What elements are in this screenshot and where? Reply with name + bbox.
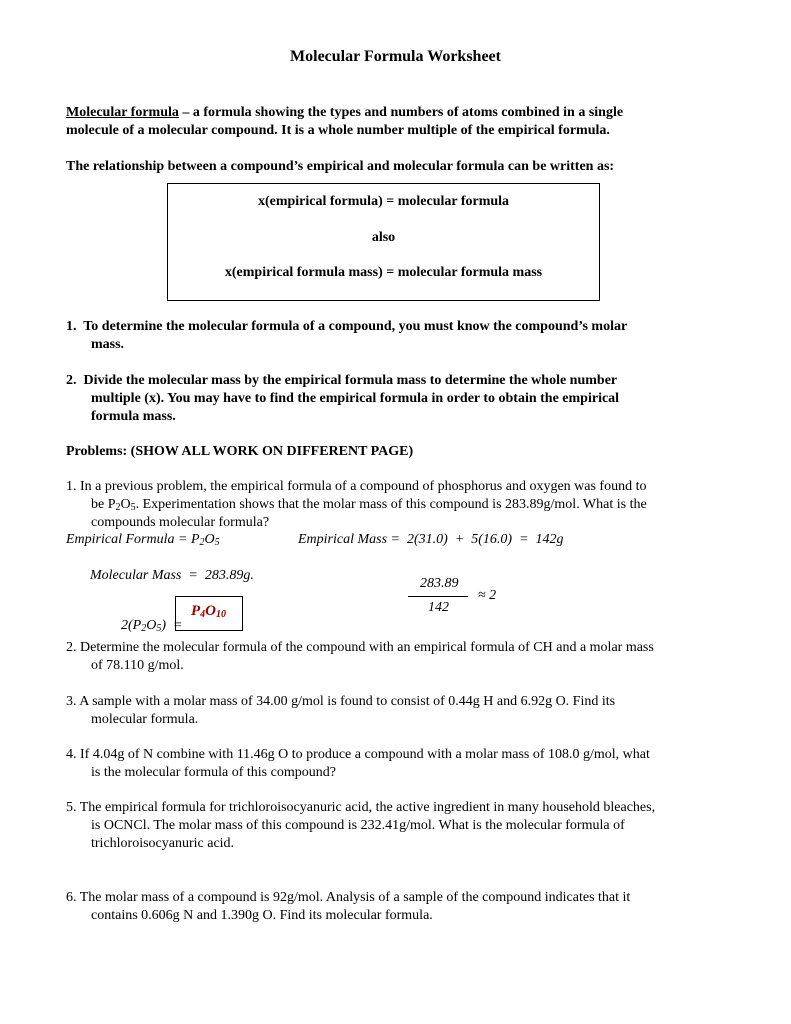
formula-box [167,183,600,301]
step-number: 2. [66,373,77,388]
definition-term: Molecular formula [66,105,179,120]
problem-2: 2. Determine the molecular formula of the compound with an empirical formula of CH and a molar mass of 78.110 g/mol. [66,640,654,673]
step-number: 1. [66,319,77,334]
problem-1-line3: compounds molecular formula? [91,515,270,530]
problem-1-line1: 1. In a previous problem, the empirical formula of a compound of phosphorus and oxygen was found to [66,479,647,494]
step-text-line1: To determine the molecular formula of a compound, you must know the compound’s molar [83,319,628,334]
problem-1 [66,478,746,532]
problem-6: 6. The molar mass of a compound is 92g/mol. Analysis of a sample of the compound indicates that it contains 0.606g N and 1.390g O. Find its molecular formula. [66,890,631,923]
fraction-bar [408,596,468,597]
definition-text-line2: molecule of a molecular compound. It is a whole number multiple of the empirical formula. [66,123,610,138]
step-text-line1: Divide the molecular mass by the empirical formula mass to determine the whole number [83,373,618,388]
equation-work: $2(P_2O_5)$ = [121,618,183,634]
box-line-mass: x(empirical formula mass) = molecular formula mass [224,265,543,280]
definition-text-line1: – a formula showing the types and numbers of atoms combined in a single [178,105,624,120]
empirical-formula-work: Empirical Formula = $P_2O_5$ [66,532,220,548]
box-line-formula: x(empirical formula) = molecular formula [257,194,510,209]
step-text-line3: formula mass. [91,409,176,424]
page-title: Molecular Formula Worksheet [290,48,501,65]
step-1 [66,318,726,354]
step-2 [66,372,726,426]
answer-formula: $P_4O_{10}$ [191,603,227,620]
fraction-denominator: 142 [428,600,449,615]
box-line-also: also [371,230,396,245]
fraction-numerator: 283.89 [420,576,459,591]
problem-4: 4. If 4.04g of N combine with 11.46g O to produce a compound with a molar mass of 108.0 g/mol, what is the molecular formula of this compound? [66,747,650,780]
step-text-line2: multiple (x). You may have to find the empirical formula in order to obtain the empirical [91,391,620,406]
problems-heading: Problems: (SHOW ALL WORK ON DIFFERENT PAGE) [66,444,414,459]
empirical-mass-work: Empirical Mass = 2(31.0) + 5(16.0) = 142g [298,532,564,547]
relationship-intro: The relationship between a compound’s empirical and molecular formula can be written as: [66,159,615,174]
problem-1-line2: be $P_2O_5$. Experimentation shows that the molar mass of this compound is 283.89g/mol. What is the [91,497,647,513]
step-text-line2: mass. [91,337,125,352]
problem-5: 5. The empirical formula for trichloroisocyanuric acid, the active ingredient in many household bleaches, is OCNCl. The molar mass of this compound is 232.41g/mol. What is the molecular formula of trichloroisocyanuric acid. [66,800,656,851]
approx-value: ≈ 2 [478,588,497,603]
molecular-mass-work: Molecular Mass = 283.89g. [90,568,254,583]
definition-paragraph [66,104,746,140]
problem-3: 3. A sample with a molar mass of 34.00 g/mol is found to consist of 0.44g H and 6.92g O. Find its molecular formula. [66,694,616,727]
